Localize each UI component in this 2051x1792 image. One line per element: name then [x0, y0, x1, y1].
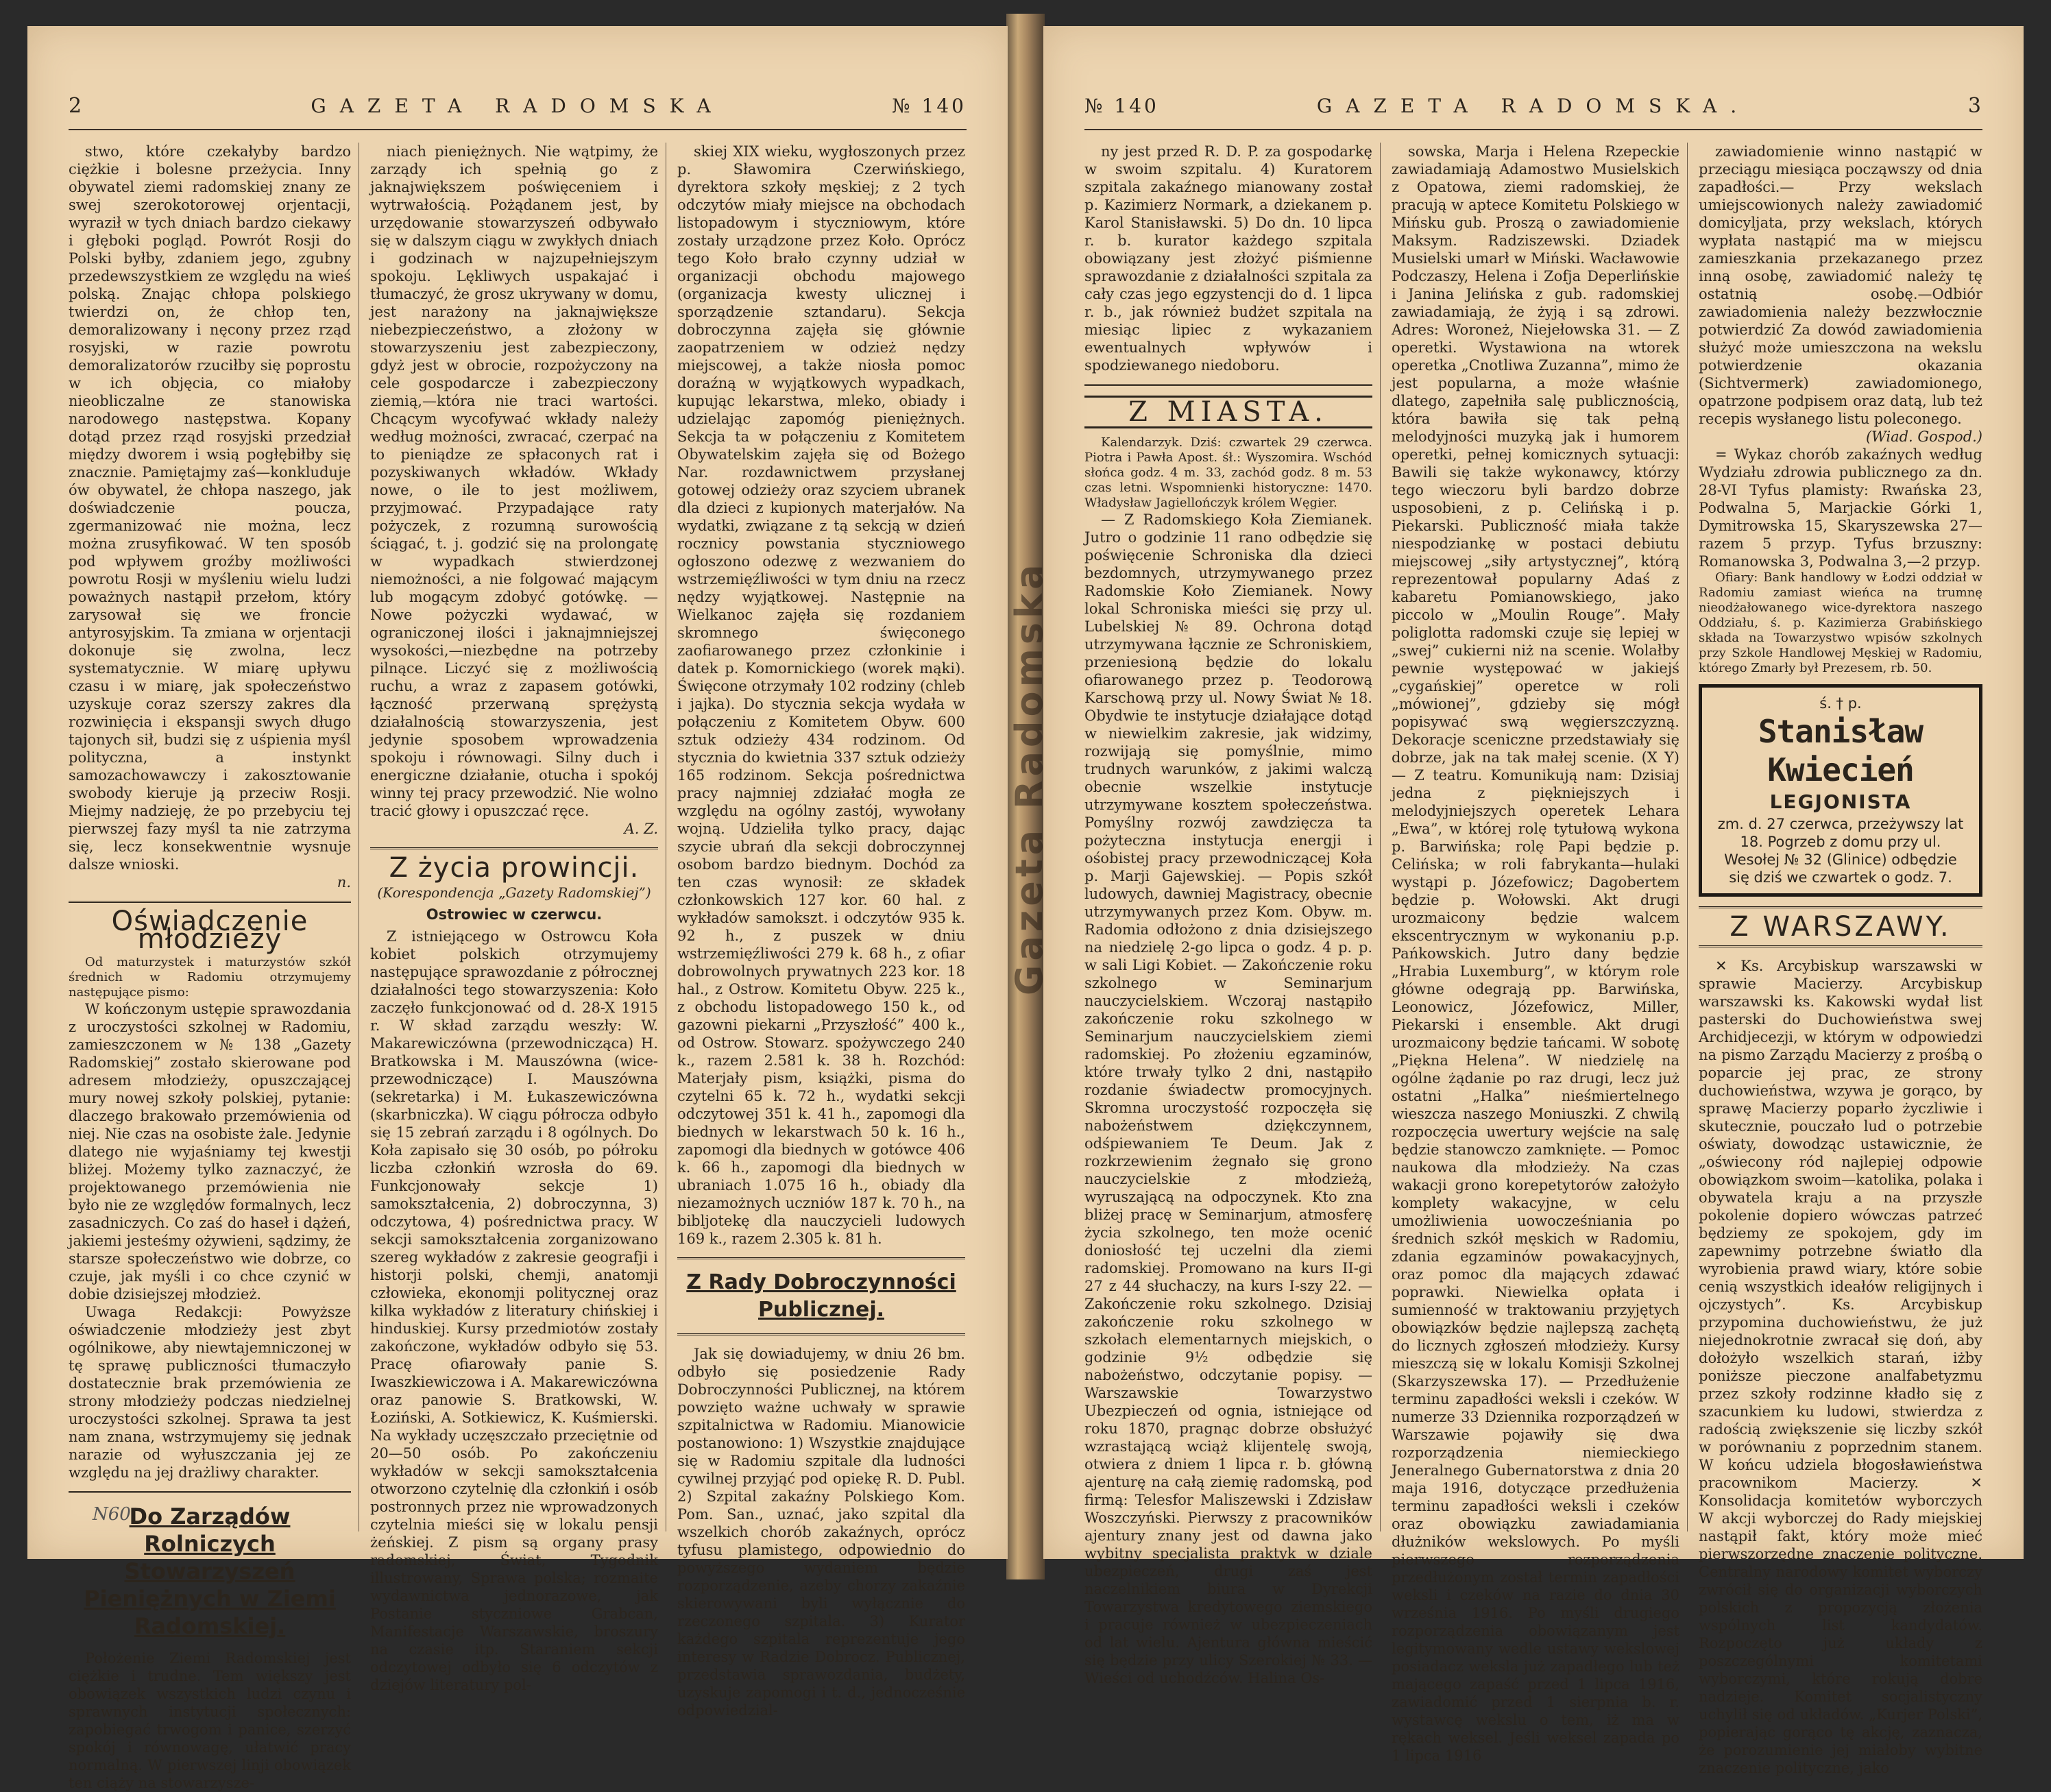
article-signature: A. Z. [624, 821, 658, 837]
column-left-3 [677, 143, 965, 1719]
article-text: zawiadomienie winno nastąpić w przeciągu miesiąca począwszy od dnia zapadłości.— Przy wekslach umiejscowionych należy zawiadomić domicyljata, przy wekslach, których wypłata nastąpić ma w miejscu zamieszkania przekazanego przez inną osobę, zawiadomić należy tę ostatnią osobę.—Odbiór zawiadomienia należy bezzwłocznie potwierdzić Za dowód zawiadomienia służyć może umieszczona na wekslu potwierdzenie okazania (Sichtvermerk) zawiadomionego, opatrzone podpisem oraz datą, lub też recepis wysłanego listu poleconego. [1699, 143, 1982, 427]
handwritten-mark: N60 [93, 1504, 131, 1525]
masthead-right [1084, 89, 1982, 123]
issue-number-left: № 140 [892, 95, 967, 117]
article-text: Z istniejącego w Ostrowcu Koła kobiet polskich otrzymujemy następujące sprawozdanie z półrocznej działalności tego stowarzyszenia: Koło zaczęło funkcjonować od d. 28-X 1915 r. W skład zarządu weszły: W. Makarewiczówna (przewodnicząca) H. Bratkowska i M. Mauszówna (wice-przewodniczące) I. Mauszówna (sekretarka) i M. Łukaszewiczówna (skarbniczka). W ciągu półrocza odbyło się 15 zebrań zarządu i 8 ogólnych. Do Koła zapisało się 30 osób, po półroku liczba członkiń wzrosła do 69. Funkcjonowały sekcje 1) samokształcenia, 2) dobroczynna, 3) odczytowa, 4) pośrednictwa pracy. W sekcji samokształcenia zorganizowano szereg wykładów z zakresie geografji i historji polski, chemji, anatomji człowieka, ekonomji politycznej oraz kilka wykładów z literatury chińskiej i hinduskiej. Kursy przedmiotów zostały zakończone, wykładów odbyło się 53. Pracę ofiarowały panie S. Iwaszkiewiczowa i A. Makarewiczówna oraz panowie S. Bratkowski, W. Łoziński, A. Sotkiewicz, K. Kuśmierski. Na wykłady uczęszczało przeciętnie od 20—50 osób. Po zakończeniu wykładów w sekcji samokształcenia otworzono czytelnię dla członkiń i osób postronnych przez nie wprowadzonych czytelnia mieści się w lokalu pensji żeńskiej. Z pism są organy prasy radomskiej, Świat, Tygodnik illustrowany, Sprawa polska; rozmaite wydawnictwa jednorazowe, jak Postanie styczniowe Grabcan, Manifestacje Warszawskie, broszury na czasie itp. Staraniem sekcji odczytowej odbyło się 6 odczytów z dziejów literatury pol- [370, 928, 658, 1693]
issue-number-right: № 140 [1084, 95, 1159, 117]
newspaper-title-right: GAZETA RADOMSKA. [1316, 95, 1751, 117]
article-text: skiej XIX wieku, wygłoszonych przez p. Sławomira Czerwińskiego, dyrektora szkoły męskiej; z 2 tych odczytów miały miejsce na obchodach listopadowym i styczniowym, które zostały urządzone przez Koło. Oprócz tego Koło brało czynny udział w organizacji obchodu majowego (organizacja kwesty ulicznej i sporządzenie sztandaru). Sekcja dobroczynna zajęła się głównie zaopatrzeniem w odzież nędzy miejscowej, a także niosła pomoc doraźną w wyjątkowych wypadkach, kupując lekarstwa, mleko, obiady i udzielając zapomóg pieniężnych. Sekcja ta w połączeniu z Komitetem Obywatelskim zajęła się od Bożego Nar. rozdawnictwem przysłanej gotowej odzieży oraz szyciem ubranek dla dzieci z kupionych materjałów. Na wydatki, związane z tą sekcją w dzień rocznicy powstania styczniowego ogłoszono odezwę z wezwaniem do wstrzemięźliwości w tym dniu na rzecz nędzy wyjątkowej. Następnie na Wielkanoc zajęła się rozdaniem skromnego święconego zaofiarowanego przez członkinie i datek p. Komornickiego (worek mąki). Święcone otrzymały 102 rodziny (chleb i jajka). Do stycznia sekcja wydała w połączeniu z Komitetem Obyw. 600 sztuk odzieży 434 rodzinom. Od stycznia do kwietnia 337 sztuk odzieży 165 rodzinom. Sekcja pośrednictwa pracy najmniej zdziałać mogła ze względu na ogólny zastój, wywołany wojną. Udzieliła tylko pracy, dając szycie ubrań dla sekcji dobroczynnej osobom bardzo biednym. Dochód za ten czas wynosił: ze składek członkowskich 127 kor. 60 hal. z wykładów samokszt. i odczytów 935 k. 92 h., z puszek w dniu wstrzemięźliwości 279 k. 68 h., z ofiar dobrowolnych prywatnych 223 kor. 18 hal., z Ostrow. Komitetu Obyw. 225 k., z obchodu listopadowego 150 k., od gazowni piekarni „Przyszłość” 400 k., od Ostrow. Stowarz. spożywczego 240 k., razem 2.581 k. 38 h. Rozchód: Materjały pism, książki, pisma do czytelni 65 k. 72 h., wydatki sekcji odczytowej 351 k. 41 h., zapomogi dla biednych w lekarstwach 50 k. 16 h., zapomogi dla biednych w gotówce 406 k. 66 h., zapomogi dla biednych w ubraniach 1.075 16 h., obiady dla niezamożnych uczniów 187 k. 70 h., na bibljotekę dla nauczycieli ludowych 169 k., razem 2.305 k. 81 h. [677, 143, 965, 1247]
page-right [1043, 26, 2024, 1776]
spine-bleed-text: Gazeta Radomska [1008, 560, 1051, 996]
page-number-right: 3 [1967, 94, 1982, 118]
obituary-sp: ś. † p. [1819, 695, 1862, 712]
header-rule-left [69, 129, 967, 130]
column-left-2 [370, 143, 658, 1693]
column-right-2 [1392, 143, 1679, 1764]
article-text: — Z Radomskiego Koła Ziemianek. Jutro o godzinie 11 rano odbędzie się poświęcenie Schroniska dla dzieci bezdomnych, utrzymywanego przez Radomskie Koło Ziemianek. Nowy lokal Schroniska mieści się przy ul. Lubelskiej № 89. Ochrona dotąd utrzymywana łącznie ze Schroniskiem, przeniesioną będzie do lokalu ofiarowanego przez p. Teodorową Karschową przy ul. Nowy Świat № 18. Obydwie te instytucje działające dotąd w niewielkim zakresie, jak widzimy, rozwijają się pomyślnie, mimo trudnych warunków, z jakimi walczą obecnie wszelkie instytucje utrzymywane kosztem społeczeństwa. Pomyślny rozwój zawdzięcza ta pożyteczna instytucja energji i ośobistej pracy przewodniczącej Koła p. Marji Gajewskiej. — Popis szkół ludowych, dawniej Magistracy, obecnie utrzymywanych przez Kom. Obyw. m. Radomia odłożono z dnia dzisiejszego na niedzielę 2-go lipca o godz. 4 p. p. w sali Ligi Kobiet. — Zakończenie roku szkolnego w Seminarjum nauczycielskiem. Wczoraj nastąpiło zakończenie roku szkolnego w Seminarjum nauczycielskiem ziemi radomskiej. Po złożeniu egzaminów, które trwały tylko 2 dni, nastąpiło rozdanie świadectw promocyjnych. Skromna uroczystość rozpoczęła się nabożeństwem dziękczynnem, odśpiewaniem Te Deum. Jak z rozkrzewienim żegnało się grono nauczycielskie z młodzieżą, wyruszającą na odpoczynek. Kto zna bliżej pracę w Seminarjum, atmosferę życia szkolnego, ten może ocenić doniosłość tej uczelni dla ziemi radomskiej. Promowano na kurs II-gi 27 z 44 słuchaczy, na kurs I-szy 22. — Zakończenie roku szkolnego. Dzisiaj zakończenie roku szkolnego w szkołach elementarnych miejskich, o godzinie 9½ odbędzie się nabożeństwo, odczytanie popisy. — Warszawskie Towarzystwo Ubezpieczeń od ognia, istniejące od roku 1870, pragnąc dobrze obsłużyć wzrastającą wciąż klijentelę swoją, otwiera z dniem 1 lipca r. b. główną ajenturę na całą ziemię radomską, pod firmą: Telesfor Maliszewski i Zdzisław Woszczyński. Pierwszy z pracowników ajentury znany jest od dawna jako wybitny specjalista praktyk w dziale ubezpieczeń, drugi zaś jest naczelnikiem biura w Dyrekcji Towarzystwa kredytowego ziemskiego i pracuje również w ubezpieczeniach od lat wielu. Ajentura główna mieścić się będzie przy ulicy Szerokiej № 33. — Wieści od uchodźców. Halina Os- [1084, 511, 1372, 1686]
kalendarzyk: Kalendarzyk. Dziś: czwartek 29 czerwca. Piotra i Pawła Apost. śł.: Wyszomira. Wschód słońca godz. 4 m. 33, zachód godz. 8 m. 53 czas letni. Wspomnienki historyczne: 1470. Władysław Jagiellończyk królem Węgier. [1084, 435, 1372, 510]
heading-rada-dobroczynnosci: Z Rady Dobroczynności Publicznej. [686, 1270, 956, 1322]
article-intro: Od maturzystek i maturzystów szkół średnich w Radomiu otrzymujemy następujące pismo: [69, 955, 351, 1000]
heading-z-miasta: Z MIASTA. [1084, 396, 1372, 428]
article-text: = Wykaz chorób zakaźnych według Wydziału zdrowia publicznego za dn. 28-VI Tyfus plamisty: Rwańska 23, Podwalna 5, Marjackie Górki 1, Dymitrowska 15, Skaryszewska 27—razem 5 przyp. Tyfus brzuszny: Romanowska 3, Podwalna 3,—2 przyp. [1699, 446, 1982, 570]
obituary-box [1699, 684, 1982, 897]
masthead-left [69, 89, 967, 123]
obituary-details: zm. d. 27 czerwca, przeżywszy lat 18. Pogrzeb z domu przy ul. Wesołej № 32 (Glinice) odbędzie się dziś we czwartek o godz. 7. [1717, 816, 1964, 886]
article-signature: (Wiad. Gospod.) [1865, 428, 1982, 445]
dateline: Ostrowiec w czerwcu. [426, 906, 603, 923]
article-text: Położenie Ziemi Radomskiej jest ciężkie i trudne. Tem większy jest obowiązek wszystkich ludzi czynu i sprawnych instytucji społecznych: zapobiegać trwogom i panice, szerzyć spokój i równowagę, ułatwić pracy normalną. W pierwszej linji obowiązek ten ciąży na stowarzysze- [69, 1650, 351, 1791]
article-signature: n. [337, 874, 351, 891]
heading-z-warszawy: Z WARSZAWY. [1730, 911, 1952, 943]
heading-subtitle: (Korespondencja „Gazety Radomskiej”) [377, 884, 651, 901]
article-text: Uwaga Redakcji: Powyższe oświadczenie młodzieży jest zbyt ogólnikowe, aby niewtajemniczonej w tę sprawę publiczności tłumaczyło dostatecznie brak przemówienia ze strony młodzieży podczas niedzielnej uroczystości szkolnej. Sprawa ta jest nam znana, wstrzymujemy się jednak narazie od wyłuszczania jej ze względu na jej drażliwy charakter. [69, 1304, 351, 1481]
ofiary-note: Ofiary: Bank handlowy w Łodzi oddział w Radomiu zamiast wieńca na trumnę nieodżałowanego wice-dyrektora naszego Oddziału, ś. p. Kazimierza Grabińskiego składa na Towarzystwo wpisów szkolnych przy Szkole Handlowej Męskiej w Radomiu, którego Zmarły był Prezesem, rb. 50. [1699, 570, 1982, 675]
page-number-left: 2 [69, 94, 84, 118]
heading-z-zycia-prowincji: Z życia prowincji. [389, 852, 640, 884]
page-left [27, 26, 1008, 1791]
column-right-3 [1699, 143, 1982, 1776]
header-rule-right [1084, 129, 1982, 130]
article-text: stwo, które czekałyby bardzo ciężkie i bolesne przeżycia. Inny obywatel ziemi radomskiej znany ze swej szerokotorowej orjentacji, wyraził w tych dniach bardzo ciekawy i głęboki pogląd. Powrót Rosji do Polski byłby, zdaniem jego, zgubny przedewszystkiem ze względu na wieś polską. Znając chłopa polskiego twierdzi on, że chłop ten, demoralizowany i nęcony przez rząd rosyjski, w razie powrotu demoralizatorów rzuciłby się poprostu w ich objęcia, co miałoby nieobliczalne ze stanowiska narodowego następstwa. Kopany dotąd przez rząd rosyjski przedział między dworem i wsią pogłębiłby się znacznie. Pamiętajmy zaś—konkluduje ów obywatel, że chłopa naszego, jak doświadczenie poucza, zgermanizować nie można, lecz można zrusyfikować. W ten sposób pod wpływem groźby możliwości powrotu Rosji w myśleniu wielu ludzi poważnych nastąpił przełom, który zarysował się we froncie antyrosyjskim. Ta zmiana w orjentacji dokonuje się zwolna, lecz systematycznie. W miarę upływu czasu i w miarę, jak społeczeństwo uzyskuje coraz szerszy zakres dla rozwinięcia i ekspansji swych długo tajonych sił, budzi się z uśpienia myśl polityczna, a instynkt samozachowawczy i zakosztowanie swobody kieruje ją przeciw Rosji. Miejmy nadzieję, że po przebyciu tej pierwszej fazy myśl ta nie zatrzyma się, lecz konsekwentnie wysnuje dalsze wnioski. [69, 143, 351, 873]
article-text: Jak się dowiadujemy, w dniu 26 bm. odbyło się posiedzenie Rady Dobroczynności Publicznej, na którem powzięto ważne uchwały w sprawie szpitalnictwa w Radomiu. Mianowicie postanowiono: 1) Wszystkie znajdujące się w Radomiu szpitale dla ludności cywilnej przyjąć pod opiekę R. D. Publ. 2) Szpital zakaźny Polskiego Kom. Pom. San., uznać, jako szpital dla wszelkich chorób zakaźnych, oprócz tyfusu plamistego, odpowiednio do powyższego wydaniem będzie rozporządzenie, azeby chorzy zakaźnie skierowywani byli wyłącznie do rzeczonego szpitala. 3) Kurator każdego szpitala reprezentuje jego interesy w Radzie Dobrocz. Publicznej, przedstawia sprawozdania, budżety, uzyskuje zapomogi i t. d., jednocześnie odpowiedzial- [677, 1346, 965, 1719]
column-left-1 [69, 143, 351, 1791]
heading-oswiadczenie: Oświadczenie młodzieży [111, 906, 308, 955]
obituary-name: Stanisław Kwiecień [1758, 713, 1923, 788]
article-text: ✕ Ks. Arcybiskup warszawski w sprawie Macierzy. Arcybiskup warszawski ks. Kakowski wydał list pasterski do Duchowieństwa swej Archidjecezji, w którym w odpowiedzi na pismo Zarządu Macierzy z prośbą o poparcie jej prac, ze strony duchowieństwa, wzywa je gorąco, by sprawę Macierzy poparło życzliwie i skutecznie, pouczało lud o potrzebie oświaty, dowodząc ustawicznie, że „oświecony ród najlepiej odpowie obowiązkom swoim—katolika, polaka i obywatela kraju a na przyszłe pokolenie dopiero wówczas patrzeć będziemy ze spokojem, gdy im zapewnimy potrzebne światło dla wyrobienia prawd wiary, które sobie cenią wszystkich ideałów religijnych i ojczystych”. Ks. Arcybiskup przypomina duchowieństwu, że już niejednokrotnie zwracał się doń, aby dołożyło wszelkich starań, iżby poniższe pieczone analfabetyzmu przez szkoły rodzinne kładło się z szacunkiem ku ludowi, stwierdza z radością zwiększenie się liczby szkół w porównaniu z poprzednim stanem. W końcu udziela błogosławieństwa pracownikom Macierzy. ✕ Konsolidacja komitetów wyborczych W akcji wyborczej do Rady miejskiej nastąpił fakt, który może mieć pierwszorzędne znaczenie polityczne. Centralny narodowy komitet wyborczy zwrócił się do organizacji wyborczych polskich z propozycją złożenia wspólnych list kandydatów. Rozpoczęto już układy z poszczególnymi komitetami wyborczymi, które rokują dobre nadzieje. Komitet socjalistyczny uchylił się od układów. „Kurjer Polski”, popierając gorąco tę akcję, zaznacza, że porozumienie jej miałoby wybitne znaczenie polityczne, jako [1699, 958, 1982, 1776]
obituary-org: LEGJONISTA [1769, 790, 1912, 813]
column-right-1 [1084, 143, 1372, 1686]
article-text: sowska, Marja i Helena Rzepeckie zawiadamiają Adamostwo Musielskich z Opatowa, ziemi radomskiej, że pracują w aptece Komitetu Polskiego w Mińsku gub. Proszą o zawiadomienie Maksym. Radziszewski. Dziadek Musielski umarł w Miński. Wacławowie Podczaszy, Helena i Zofja Deperlińskie i Janina Jelińska z gub. radomskiej zawiadamiają, że żyją i są zdrowi. Adres: Woroneż, Niejełowska 31. — Z operetki. Wystawiona na wtorek operetka „Cnotliwa Zuzanna”, mimo że jest popularna, a może właśnie dlatego, zapełniła salę publicznością, która bawiła się tak pełną melodyjności muzyką jak i humorem operetki, pełnej komicznych sytuacji: Bawili się także wykonawcy, którzy tego wieczoru byli bardzo dobrze usposobieni, z p. Celińską i p. Piekarski. Publiczność miała także niespodziankę w postaci debiutu miejscowej „siły artystycznej”, którą reprezentował popularny Adaś z kabaretu Pomianowskiego, jako piccolo w „Moulin Rouge”. Mały poliglotta radomski czuje się lepiej w „swej” cukierni niż na scenie. Wolałby pewnie występować w jakiejś „cygańskiej” operetce w roli „mówionej”, gdzieby się mógł popisywać swą węgierszczyzną. Dekoracje sceniczne przedstawiały się dobrze, jak na tak małej scenie. (X Y) — Z teatru. Komunikują nam: Dzisiaj jedna z piękniejszych i melodyjniejszych operetek Lehara „Ewa”, w której rolę tytułową wykona p. Barwińska; rolę Papi będzie p. Celińska; w roli fabrykanta—hulaki wystąpi p. Józefowicz; Dagobertem będzie p. Wołowski. Akt drugi urozmaicony będzie walcem ekscentrycznym w wykonaniu p.p. Pańkowskich. Jutro dany będzie „Hrabia Luxemburg”, w którym role główne odegrają pp. Barwińska, Leonowicz, Józefowicz, Miller, Piekarski i ensemble. Akt drugi urozmaicony będzie tańcami. W sobotę „Piękna Helena”. W niedzielę na ogólne żądanie po raz drugi, lecz już ostatni „Halka” nieśmiertelnego wieszcza naszego Moniuszki. Z chwilą rozpoczęcia uwertury wejście na salę będzie stanowczo zamknięte. — Pomoc naukowa dla młodzieży. Na czas wakacji grono korepetytorów założyło komplety wakacyjne, w celu umożliwienia uowocześniania po średnich szkół męskich w Radomiu, zdania egzaminów powakacyjnych, oraz pomoc dla mających zdawać poprawki. Niewielka opłata i sumienność w traktowaniu przyjętych obowiązków będzie najlepszą zachętą do licznych zgłoszeń młodzieży. Kursy mieszczą się w lokalu Komisji Szkolnej (Skarzyszewska 17). — Przedłużenie terminu zapadłości weksli i czeków. W numerze 33 Dziennika rozporządzeń w Warszawie pojawiły się dwa rozporządzenia niemieckiego Jeneralnego Gubernatorstwa z dnia 20 maja 1916, dotyczące przedłużenia terminu zapadłości weksli i czeków oraz obowiązku zawiadamiania dłużników wekslowych. Po myśli pierwszego rozporządzenia przedłużonym został termin zapadłości weksli i czeków na razie do dnia 30 września 1916. Po myśli drugiego rozporządzenia obowiązanym jest legitymowany wedle ustawy wekslowej posiadacz weksla już zapadłego lub też mającego zapaść przed 1 lipca 1916, zawiadomić przed 1 sierpnia b. r. wystawcę wekslu o tem, iż ma w rękach weksel. Jeśli weksel zapada po 1 lipca 1916 [1392, 143, 1679, 1764]
newspaper-title-left: GAZETA RADOMSKA [311, 95, 725, 117]
article-text: W kończonym ustępie sprawozdania z uroczystości szkolnej w Radomiu, zamieszczonem w № 138 „Gazety Radomskiej” zostało skierowane pod adresem młodzieży, opuszczającej mury nowej szkoły polskiej, pytanie: dlaczego brakowało przemówienia od niej. Nie czas na osobiste żale. Jedynie dlatego nie wyjaśniamy tej kwestji bliżej. Możemy tylko zaznaczyć, że projektowanego przemówienia nie było nie ze względów formalnych, lecz zasadniczych. Co zaś do haseł i dążeń, jakiemi jesteśmy ożywieni, sądzimy, że starsze społeczeństwo wie dobrze, co czuje, jak myśli i co chce czynić w dobie dzisiejszej młodzież. [69, 1001, 351, 1303]
article-text: niach pieniężnych. Nie wątpimy, że zarządy ich spełnią go z jaknajwiększem poświęceniem i wytrwałością. Pożądanem jest, by urzędowanie stowarzyszeń odbywało się w dalszym ciągu w zwykłych dniach i godzinach w najzupełniejszym spokoju. Lękliwych uspakajać i tłumaczyć, że grosz ukrywany w domu, jest narażony na jaknajwiększe niebezpieczeństwo, a złożony w stowarzyszeniu jest zabezpieczony, gdyż jest w obrocie, rozpożyczony na cele gospodarcze i zabezpieczony ziemią,—która nie traci wartości. Chcącym wycofywać wkłady należy według możności, zwracać, czerpać na to pieniądze ze spłaconych rat i pozyskiwanych wkładów. Wkłady nowe, o ile to jest możliwem, przyjmować. Przypadające raty pożyczek, z rozumną surowością ściągać, t. j. godzić się na prolongatę w wypadkach stwierdzonej niemożności, a nie folgować mającym lub mogącym zdobyć gotówkę. — Nowe pożyczki wydawać, w ograniczonej ilości i jaknajmniejszej wysokości,—niezbędne na potrzeby pilnące. Liczyć się z możliwością ruchu, a wraz z zapasem gotówki, łączność przerwaną sprężystą działalnością stowarzyszenia, jest jedynie sposobem wprowadzenia spokoju i równowagi. Silny duch i energiczne działanie, otucha i spokój winny tej pracy przewodzić. Nie wolno tracić głowy i opuszczać ręce. [370, 143, 658, 819]
heading-do-zarzadow: Do Zarządów Rolniczych Stowarzyszeń Pieniężnych w Ziemi Radomskiej. [84, 1503, 336, 1639]
article-text: ny jest przed R. D. P. za gospodarkę w swoim szpitalu. 4) Kuratorem szpitala zakaźnego mianowany został p. Kazimierz Normark, a dziekanem p. Karol Stanisławski. 5) Do dn. 10 lipca r. b. kurator każdego szpitala obowiązany jest złożyć piśmienne sprawozdanie z działalności szpitala za cały czas jego egzystencji do d. 1 lipca r. b., jak również budżet szpitala na miesiąc lipiec z wykazaniem ewentualnych wpływów i spodziewanego niedoboru. [1084, 143, 1372, 374]
